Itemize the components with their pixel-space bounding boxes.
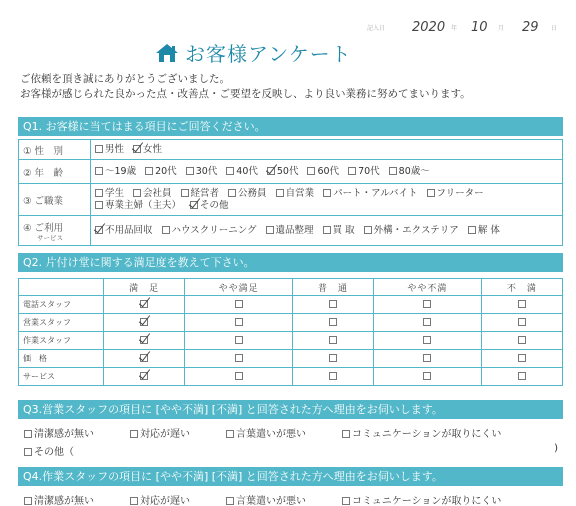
option[interactable] <box>186 166 218 178</box>
option-label: 言葉遣いが悪い <box>236 429 306 440</box>
option[interactable] <box>276 188 315 200</box>
option[interactable] <box>364 225 459 237</box>
date-day-label: 月 <box>498 25 505 32</box>
checkbox-icon[interactable] <box>181 189 189 197</box>
option-label: 対応が遅い <box>140 496 190 506</box>
option[interactable] <box>307 166 339 178</box>
option-label: 60代 <box>317 165 340 177</box>
q1-table <box>18 139 563 246</box>
option-label: 清潔感が無い <box>34 429 94 440</box>
checkbox-icon[interactable] <box>95 226 103 234</box>
q2-cell <box>374 332 482 350</box>
option[interactable] <box>24 425 94 440</box>
date-day-suffix: 日 <box>551 25 558 32</box>
checkbox-icon[interactable] <box>235 318 243 326</box>
q2-cell <box>481 350 562 368</box>
q1-row-label: ④ ご利用 サービス <box>19 216 91 246</box>
date-field <box>367 20 562 36</box>
option-label: 50代 <box>276 165 299 177</box>
q4-heading: Q4.作業スタッフの項目に [やや不満] [不満] と回答された方へ理由をお伺いします。 <box>18 467 563 486</box>
checkbox-icon[interactable] <box>95 189 103 197</box>
option-label: コミュニケーションが取りにくい <box>352 429 502 440</box>
option-label: 清潔感が無い <box>34 496 94 506</box>
checkbox-icon[interactable] <box>518 336 526 344</box>
q2-cell <box>292 368 373 386</box>
checkbox-icon[interactable] <box>228 189 236 197</box>
intro-line-2: お客様が感じられた良かった点・改善点・ご要望を反映し、より良い業務に努めてまいります。 <box>20 88 471 100</box>
option[interactable] <box>267 166 299 178</box>
checkbox-icon[interactable] <box>140 318 148 326</box>
page-title <box>155 38 352 67</box>
checkbox-icon[interactable] <box>342 430 350 438</box>
q2-cell <box>374 368 482 386</box>
option-label: 30代 <box>195 165 218 177</box>
option-label: 言葉遣いが悪い <box>236 496 306 506</box>
option-label: 80歳～ <box>398 165 430 177</box>
checkbox-icon[interactable] <box>130 497 138 505</box>
checkbox-icon[interactable] <box>323 226 331 234</box>
q2-cell <box>292 332 373 350</box>
q1-row-service <box>19 216 563 246</box>
date-day: 29 <box>522 20 539 35</box>
checkbox-icon[interactable] <box>235 336 243 344</box>
checkbox-icon[interactable] <box>348 167 356 175</box>
q2-row-label: 営業スタッフ <box>19 314 104 332</box>
checkbox-icon[interactable] <box>95 145 103 153</box>
option-label: 外構・エクステリア <box>373 224 459 236</box>
q1-row-occupation <box>19 184 563 216</box>
q2-col-header: やや満足 <box>185 279 293 296</box>
q3-other: その他（ <box>24 443 74 458</box>
survey-sheet <box>12 0 564 506</box>
date-year-label: 記入日 <box>367 25 386 32</box>
checkbox-icon[interactable] <box>518 318 526 326</box>
option[interactable] <box>130 492 190 506</box>
q1-row-gender <box>19 140 563 160</box>
q2-row-label: サービス <box>19 368 104 386</box>
checkbox-icon[interactable] <box>427 189 435 197</box>
option-label: パート・アルバイト <box>333 187 418 199</box>
checkbox-icon[interactable] <box>267 167 275 175</box>
q2-cell <box>104 296 185 314</box>
q2-row-label: 価 格 <box>19 350 104 368</box>
q1-row-label: ① 性 別 <box>19 140 91 160</box>
option-label: 解 体 <box>477 224 500 236</box>
checkbox-icon[interactable] <box>140 300 148 308</box>
checkbox-icon[interactable] <box>329 336 337 344</box>
q2-row <box>19 296 563 314</box>
q3-other-close: ) <box>554 443 558 454</box>
checkbox-icon[interactable] <box>276 189 284 197</box>
q2-cell <box>481 332 562 350</box>
checkbox-icon[interactable] <box>364 226 372 234</box>
option[interactable] <box>266 225 314 237</box>
q2-cell <box>185 314 293 332</box>
q1-row-label: ② 年 齢 <box>19 160 91 184</box>
checkbox-icon[interactable] <box>190 201 198 209</box>
option[interactable] <box>162 225 257 237</box>
checkbox-icon[interactable] <box>24 430 32 438</box>
q2-cell <box>374 350 482 368</box>
q1-options <box>91 184 563 216</box>
option-label: 不用品回収 <box>105 224 153 236</box>
option[interactable] <box>95 144 124 156</box>
checkbox-icon[interactable] <box>329 300 337 308</box>
option[interactable] <box>133 144 162 156</box>
checkbox-icon[interactable] <box>24 497 32 505</box>
intro-text <box>20 72 471 102</box>
q2-row-label: 作業スタッフ <box>19 332 104 350</box>
option[interactable] <box>133 188 172 200</box>
date-year: 2020 <box>412 20 446 35</box>
title-text: お客様アンケート <box>185 42 352 66</box>
q2-cell <box>292 296 373 314</box>
checkbox-icon[interactable] <box>186 167 194 175</box>
option-label: 女性 <box>143 143 163 155</box>
option-label: コミュニケーションが取りにくい <box>352 496 502 506</box>
date-month: 10 <box>471 20 488 35</box>
q1-options <box>91 140 563 160</box>
checkbox-icon[interactable] <box>423 372 431 380</box>
option-label: フリーター <box>436 187 484 199</box>
option-label: 会社員 <box>143 187 172 199</box>
checkbox-icon[interactable] <box>24 448 32 456</box>
q2-cell <box>104 368 185 386</box>
option-label: 専業主婦（主夫） <box>105 199 182 211</box>
q2-header-row <box>19 279 563 296</box>
option[interactable] <box>95 200 181 212</box>
q2-cell <box>481 368 562 386</box>
option-label: その他 <box>200 199 229 211</box>
checkbox-icon[interactable] <box>423 336 431 344</box>
option[interactable] <box>348 166 380 178</box>
option[interactable] <box>427 188 484 200</box>
q2-col-header: 普 通 <box>292 279 373 296</box>
option[interactable] <box>468 225 500 237</box>
option[interactable] <box>24 492 94 506</box>
option-label: 40代 <box>236 165 258 177</box>
q2-cell <box>104 332 185 350</box>
checkbox-icon[interactable] <box>307 167 315 175</box>
checkbox-icon[interactable] <box>329 354 337 362</box>
option-label: 学生 <box>105 187 125 199</box>
option[interactable] <box>95 166 136 178</box>
option-label: 買 取 <box>332 224 355 236</box>
option[interactable] <box>323 225 355 237</box>
checkbox-icon[interactable] <box>133 189 141 197</box>
checkbox-icon[interactable] <box>226 497 234 505</box>
checkbox-icon[interactable] <box>323 189 331 197</box>
checkbox-icon[interactable] <box>518 372 526 380</box>
q2-cell <box>292 314 373 332</box>
checkbox-icon[interactable] <box>266 226 274 234</box>
q2-cell <box>374 314 482 332</box>
checkbox-icon[interactable] <box>518 354 526 362</box>
option-label: 20代 <box>155 165 177 177</box>
q2-col-header: 不 満 <box>481 279 562 296</box>
checkbox-icon[interactable] <box>518 300 526 308</box>
option[interactable] <box>95 225 153 237</box>
option[interactable] <box>228 188 267 200</box>
checkbox-icon[interactable] <box>226 430 234 438</box>
checkbox-icon[interactable] <box>130 430 138 438</box>
q2-heading: Q2. 片付け堂に関する満足度を教えて下さい。 <box>18 253 563 272</box>
q2-cell <box>481 314 562 332</box>
q1-options <box>91 160 563 184</box>
checkbox-icon[interactable] <box>95 167 103 175</box>
option[interactable] <box>342 425 501 440</box>
checkbox-icon[interactable] <box>468 226 476 234</box>
house-icon <box>155 43 179 63</box>
q4-options <box>24 492 501 506</box>
checkbox-icon[interactable] <box>423 318 431 326</box>
q2-row <box>19 350 563 368</box>
option-label: 対応が遅い <box>140 429 190 440</box>
checkbox-icon[interactable] <box>140 372 148 380</box>
q1-options <box>91 216 563 246</box>
option-label: 自営業 <box>285 187 315 199</box>
checkbox-icon[interactable] <box>235 300 243 308</box>
q2-cell <box>185 350 293 368</box>
checkbox-icon[interactable] <box>162 226 170 234</box>
checkbox-icon[interactable] <box>329 318 337 326</box>
checkbox-icon[interactable] <box>329 372 337 380</box>
q2-col-header: 満 足 <box>104 279 185 296</box>
option[interactable] <box>95 188 124 200</box>
q2-cell <box>185 296 293 314</box>
q2-row <box>19 368 563 386</box>
checkbox-icon[interactable] <box>140 354 148 362</box>
option-label: ～19歳 <box>105 165 137 177</box>
option-label: 経営者 <box>190 187 220 199</box>
q2-cell <box>185 368 293 386</box>
q2-table <box>18 278 563 386</box>
checkbox-icon[interactable] <box>95 201 103 209</box>
q2-row <box>19 332 563 350</box>
q2-cell <box>292 350 373 368</box>
option-label: ハウスクリーニング <box>171 224 257 236</box>
option[interactable] <box>323 188 417 200</box>
checkbox-icon[interactable] <box>423 354 431 362</box>
option[interactable] <box>342 492 501 506</box>
checkbox-icon[interactable] <box>145 167 153 175</box>
q2-cell <box>104 314 185 332</box>
option[interactable] <box>145 166 177 178</box>
checkbox-icon[interactable] <box>235 354 243 362</box>
q2-cell <box>481 296 562 314</box>
option[interactable] <box>226 166 258 178</box>
option-label: 男性 <box>105 143 125 155</box>
option-label: 公務員 <box>238 187 267 199</box>
q2-row-label: 電話スタッフ <box>19 296 104 314</box>
checkbox-icon[interactable] <box>226 167 234 175</box>
option[interactable] <box>190 200 229 212</box>
checkbox-icon[interactable] <box>235 372 243 380</box>
q2-col-header: やや不満 <box>374 279 482 296</box>
q1-heading: Q1. お客様に当てはまる項目にご回答ください。 <box>18 117 563 136</box>
option-label: 遺品整理 <box>275 224 314 236</box>
q2-cell <box>374 296 482 314</box>
q2-cell <box>104 350 185 368</box>
q1-row-age <box>19 160 563 184</box>
checkbox-icon[interactable] <box>423 300 431 308</box>
checkbox-icon[interactable] <box>389 167 397 175</box>
q2-cell <box>185 332 293 350</box>
q2-row <box>19 314 563 332</box>
checkbox-icon[interactable] <box>342 497 350 505</box>
checkbox-icon[interactable] <box>140 336 148 344</box>
date-month-label: 年 <box>451 25 458 32</box>
q3-heading: Q3.営業スタッフの項目に [やや不満] [不満] と回答された方へ理由をお伺いします。 <box>18 400 563 419</box>
intro-line-1: ご依頼を頂き誠にありがとうございました。 <box>20 73 230 85</box>
checkbox-icon[interactable] <box>133 145 141 153</box>
option[interactable] <box>226 492 306 506</box>
q1-row-label: ③ ご職業 <box>19 184 91 216</box>
option[interactable] <box>130 425 190 440</box>
option-label: 70代 <box>358 165 380 177</box>
option[interactable] <box>226 425 306 440</box>
option[interactable] <box>389 166 430 178</box>
q3-options <box>24 425 501 440</box>
